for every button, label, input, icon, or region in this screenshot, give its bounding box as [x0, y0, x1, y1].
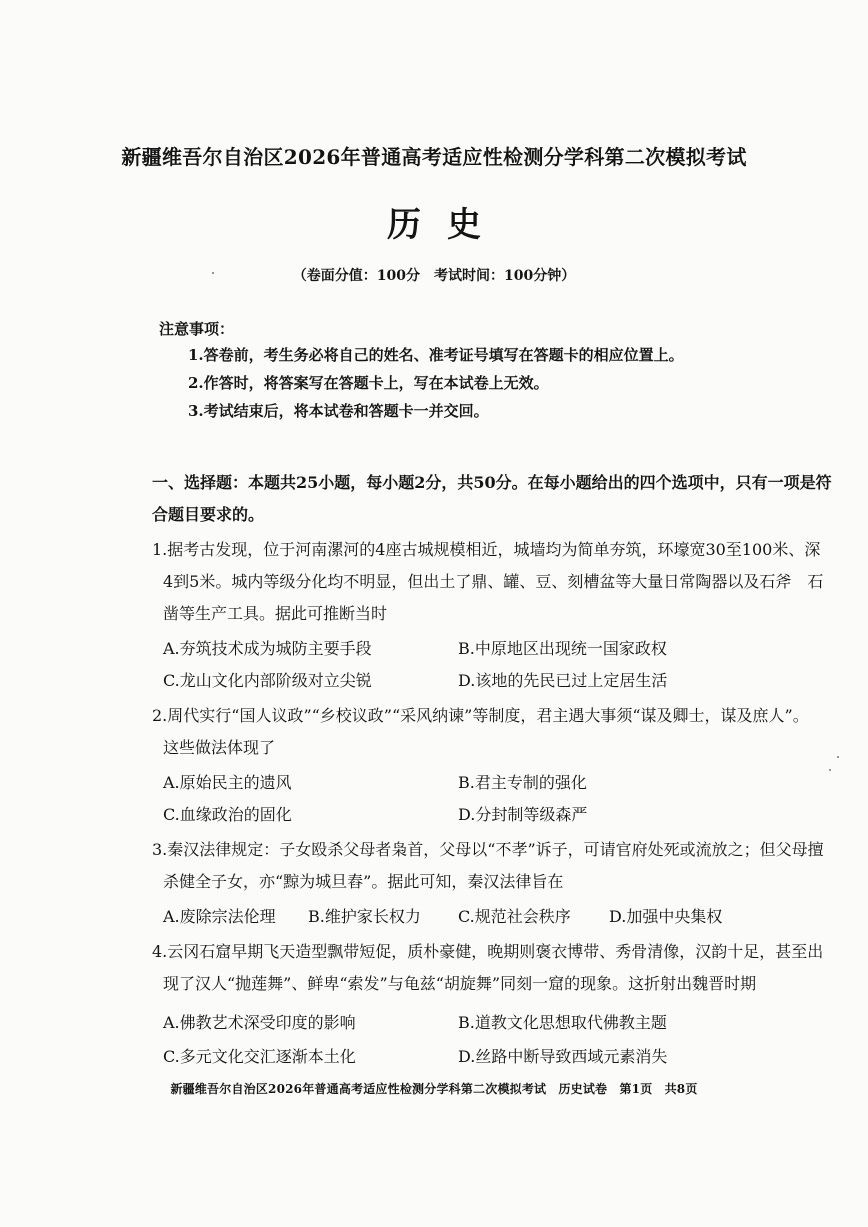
- question-1-option-a: A.夯筑技术成为城防主要手段: [163, 639, 372, 658]
- subject-title: 历史: [387, 205, 507, 245]
- page-footer: 新疆维吾尔自治区2026年普通高考适应性检测分学科第二次模拟考试 历史试卷 第1页 共8页: [170, 1082, 698, 1096]
- notice-item-1: 1.答卷前，考生务必将自己的姓名、准考证号填写在答题卡的相应位置上。: [188, 346, 684, 364]
- question-4-stem-line-2: 现了汉人“抛莲舞”、鲜卑“索发”与龟兹“胡旋舞”同刻一窟的现象。这折射出魏晋时期: [163, 974, 757, 993]
- question-2-stem-line-1: 2.周代实行“国人议政”“乡校议政”“采风纳谏”等制度，君主遇大事须“谋及卿士，谋及庶人”。: [152, 706, 809, 725]
- question-4-stem-line-1: 4.云冈石窟早期飞天造型飘带短促，质朴豪健，晚期则褒衣博带、秀骨清像，汉韵十足，甚至出: [152, 942, 824, 961]
- notice-item-2: 2.作答时，将答案写在答题卡上，写在本试卷上无效。: [188, 374, 549, 392]
- question-2-option-b: B.君主专制的强化: [458, 773, 587, 792]
- exam-title: 新疆维吾尔自治区2026年普通高考适应性检测分学科第二次模拟考试: [121, 145, 747, 169]
- scan-speck: [212, 272, 214, 274]
- question-1-option-d: D.该地的先民已过上定居生活: [458, 671, 668, 690]
- question-3-stem-line-2: 杀健全子女，亦“黥为城旦舂”。据此可知，秦汉法律旨在: [163, 872, 564, 891]
- scan-speck: [837, 756, 839, 758]
- question-3-option-c: C.规范社会秩序: [458, 907, 571, 926]
- section-heading-cont: 合题目要求的。: [152, 505, 265, 524]
- question-3-stem-line-1: 3.秦汉法律规定：子女殴杀父母者枭首，父母以“不孝”诉子，可请官府处死或流放之；但父母擅: [152, 840, 824, 859]
- exam-meta: （卷面分值：100分 考试时间：100分钟）: [292, 268, 576, 284]
- question-3-option-d: D.加强中央集权: [609, 907, 723, 926]
- question-1-stem-line-1: 1.据考古发现，位于河南漯河的4座古城规模相近，城墙均为简单夯筑，环壕宽30至100米、深: [152, 540, 821, 559]
- section-heading: 一、选择题：本题共25小题，每小题2分，共50分。在每小题给出的四个选项中，只有一项是符: [152, 473, 832, 492]
- question-2-option-c: C.血缘政治的固化: [163, 805, 292, 824]
- question-1-option-c: C.龙山文化内部阶级对立尖锐: [163, 671, 372, 690]
- question-1-stem-line-3: 凿等生产工具。据此可推断当时: [163, 604, 388, 623]
- question-1-option-b: B.中原地区出现统一国家政权: [458, 639, 667, 658]
- question-4-option-b: B.道教文化思想取代佛教主题: [458, 1013, 667, 1032]
- question-1-stem-line-2: 4到5米。城内等级分化均不明显，但出土了鼎、罐、豆、刻槽盆等大量日常陶器以及石斧 石: [163, 572, 824, 591]
- scan-speck: [829, 769, 831, 771]
- notice-title: 注意事项：: [159, 320, 235, 338]
- question-2-option-d: D.分封制等级森严: [458, 805, 588, 824]
- question-4-option-a: A.佛教艺术深受印度的影响: [163, 1013, 356, 1032]
- question-3-option-b: B.维护家长权力: [308, 907, 421, 926]
- question-2-option-a: A.原始民主的遗风: [163, 773, 292, 792]
- question-3-option-a: A.废除宗法伦理: [163, 907, 276, 926]
- notice-item-3: 3.考试结束后，将本试卷和答题卡一并交回。: [188, 402, 489, 420]
- question-4-option-c: C.多元文化交汇逐渐本土化: [163, 1047, 356, 1066]
- question-2-stem-line-2: 这些做法体现了: [163, 738, 276, 757]
- question-4-option-d: D.丝路中断导致西域元素消失: [458, 1047, 668, 1066]
